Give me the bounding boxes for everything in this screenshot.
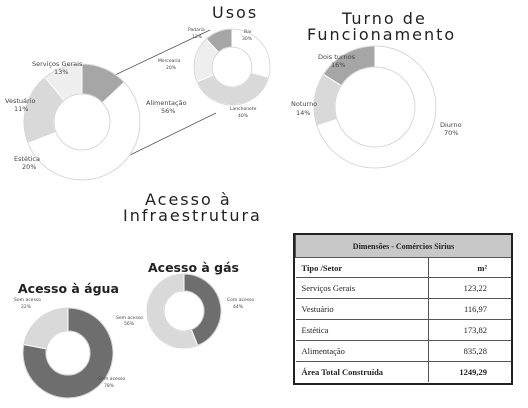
alimentacao-donut [194,29,270,105]
table-row [296,299,512,320]
gas-title: Acesso à gás [148,260,239,275]
table-row [296,278,512,299]
label-vestuario: Vestuário [5,97,36,105]
table-cell-value: 173,82 [429,320,511,341]
label-servicos-gerais: Serviços Gerais [32,60,83,68]
value-mercearia: 20% [166,66,177,71]
gas-donut [147,274,221,348]
turno-title-line2: Funcionamento [307,25,457,44]
label-gas-sem: Sem acesso [116,316,143,321]
zoom-line-lower [128,113,216,156]
gas-inner-hole [164,291,204,331]
table-row [296,341,512,362]
table-total-name: Área Total Construída [301,367,384,377]
table-header-area: m² [429,258,511,278]
agua-title: Acesso à água [18,281,119,296]
table-header-setor: Tipo /Setor [296,258,429,278]
turno-inner-hole [335,67,415,147]
acesso-title-line2: Infraestrutura [123,206,262,225]
label-estetica: Estética [14,155,40,163]
value-bar: 30% [242,37,253,42]
value-estetica: 20% [22,163,37,171]
table-total-row [296,362,512,383]
label-agua-com: Com acesso [98,377,126,382]
table-row [296,320,512,341]
value-noturno: 14% [296,109,311,117]
table-cell-name: Serviços Gerais [296,278,429,299]
usos-donut [24,64,140,180]
table-cell-name: Vestuário [296,299,429,320]
value-servicos-gerais: 13% [54,68,69,76]
table-cell-value: 123,22 [429,278,511,299]
label-dois-turnos: Dois turnos [318,53,355,61]
agua-inner-hole [46,331,90,375]
label-mercearia: Mercearia [158,59,181,64]
value-gas-com: 44% [233,305,244,310]
table-cell-value: 116,97 [429,299,511,320]
label-diurno: Diurno [440,121,462,129]
table-total-value: 1249,29 [429,362,511,383]
agua-donut [23,308,113,398]
value-alimentacao: 56% [161,107,176,115]
label-alimentacao: Alimentação [146,99,187,107]
usos-title: Usos [212,3,259,22]
acesso-title-line1: Acesso à [145,190,232,209]
dimensions-table [293,233,513,385]
value-vestuario: 11% [14,105,29,113]
label-bar: Bar [244,30,252,35]
value-agua-com: 78% [104,384,115,389]
value-gas-sem: 56% [124,322,135,327]
table-cell-name: Alimentação [296,341,429,362]
table-title: Dimensões - Comércios Sirius [296,235,512,258]
label-lanchonete: Lanchonete [230,107,257,112]
alimentacao-inner-hole [212,47,252,87]
label-gas-com: Com acesso [227,298,255,303]
usos-inner-hole [54,94,110,150]
table-cell-value: 835,28 [429,341,511,362]
turno-title-line1: Turno de [342,9,427,28]
value-padaria: 12% [192,35,203,40]
value-dois-turnos: 16% [331,61,346,69]
label-agua-sem: Sem acesso [14,298,41,303]
label-noturno: Noturno [291,100,318,108]
label-padaria: Padaria [188,28,205,33]
value-agua-sem: 22% [21,305,32,310]
value-diurno: 70% [444,129,459,137]
value-lanchonete: 40% [238,114,249,119]
table-cell-name: Estética [296,320,429,341]
